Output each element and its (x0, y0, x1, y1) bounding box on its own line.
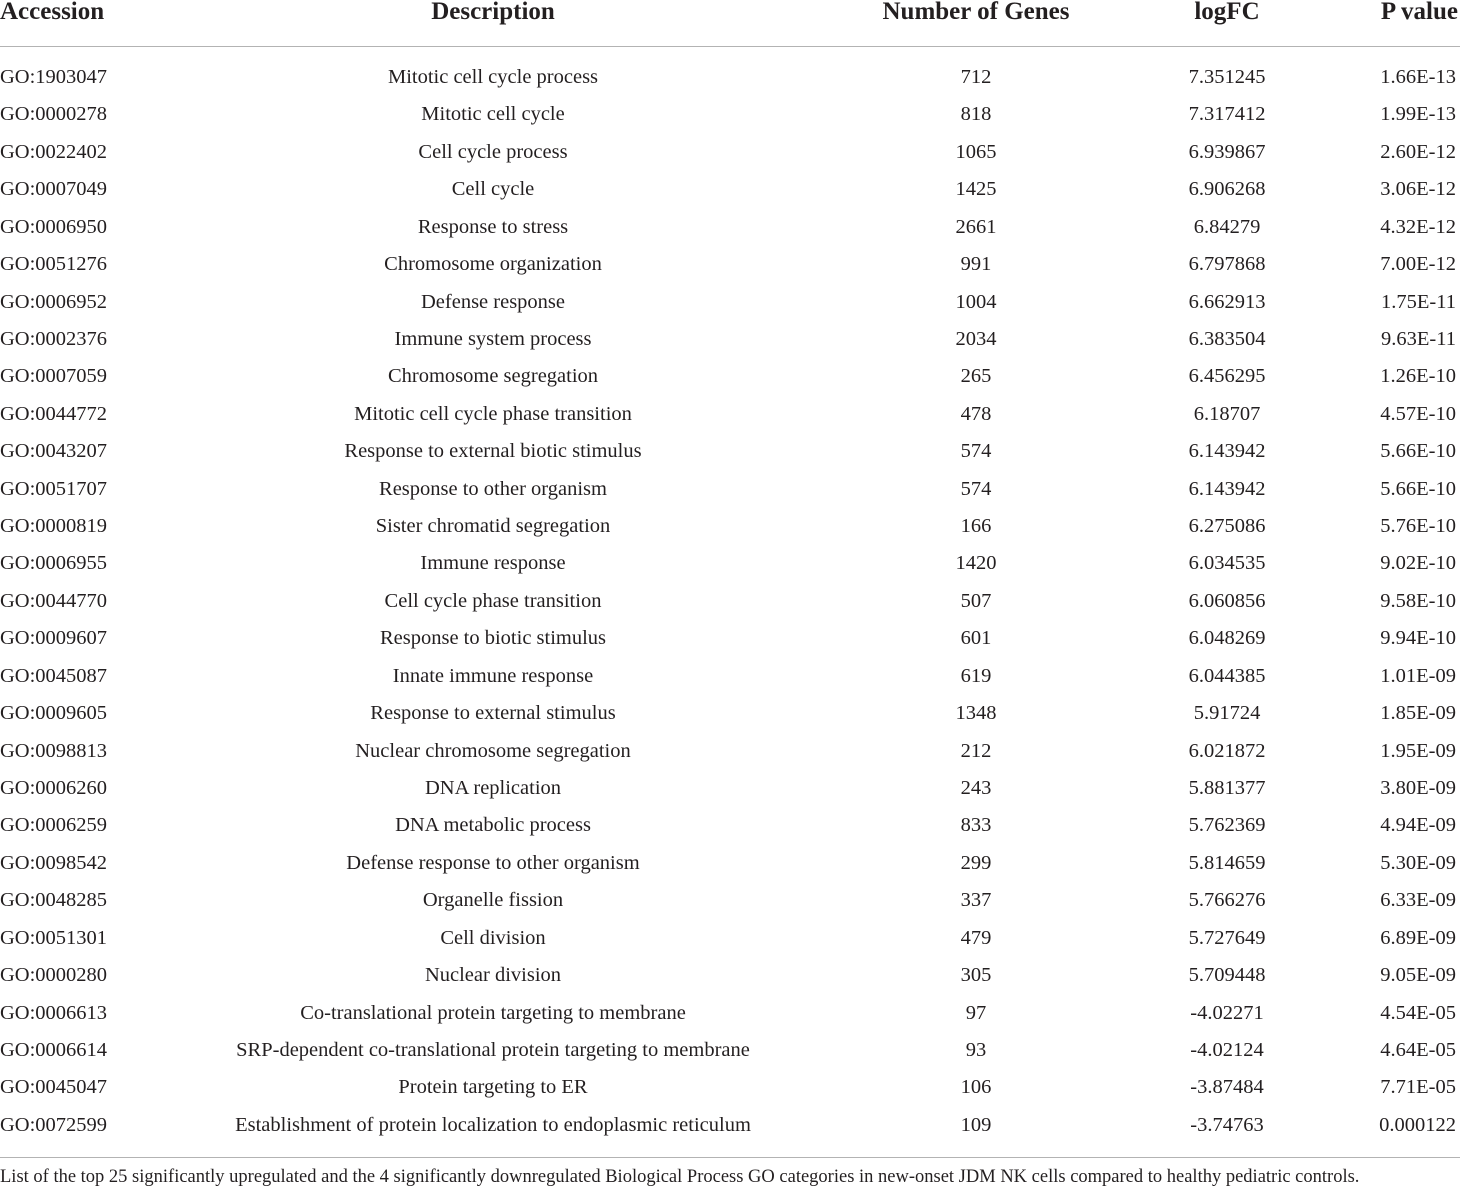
cell-number-of-genes: 93 (965, 1038, 987, 1061)
cell-accession: GO:0044770 (0, 589, 108, 612)
cell-number-of-genes: 619 (960, 664, 992, 687)
table-row (0, 957, 1460, 994)
cell-p-value: 5.30E-09 (1380, 851, 1456, 874)
cell-number-of-genes: 818 (960, 103, 992, 126)
cell-p-value: 5.76E-10 (1380, 515, 1456, 538)
cell-number-of-genes: 479 (960, 926, 992, 949)
cell-p-value: 6.33E-09 (1380, 889, 1456, 912)
table-row (0, 59, 1460, 96)
cell-description: Cell cycle process (418, 140, 568, 163)
cell-accession: GO:0006260 (0, 776, 108, 799)
header-p-value: P value (1380, 0, 1458, 25)
cell-p-value: 0.000122 (1379, 1113, 1456, 1136)
cell-p-value: 1.66E-13 (1380, 66, 1456, 88)
table-row (0, 96, 1460, 133)
cell-p-value: 1.26E-10 (1380, 365, 1456, 388)
cell-accession: GO:0006259 (0, 814, 108, 837)
cell-number-of-genes: 243 (960, 776, 992, 799)
cell-accession: GO:0044772 (0, 402, 108, 425)
cell-number-of-genes: 337 (960, 889, 992, 912)
cell-accession: GO:0051276 (0, 253, 108, 276)
cell-logfc: 6.048269 (1188, 627, 1266, 650)
cell-description: Immune response (420, 552, 566, 575)
cell-description: Sister chromatid segregation (375, 515, 611, 538)
cell-accession: GO:0006955 (0, 552, 108, 575)
header-logfc: logFC (1194, 0, 1260, 25)
cell-logfc: 5.766276 (1188, 889, 1266, 912)
cell-number-of-genes: 574 (960, 440, 992, 463)
table-row (0, 995, 1460, 1032)
cell-accession: GO:0000819 (0, 515, 108, 538)
header-description: Description (431, 0, 555, 25)
cell-accession: GO:0043207 (0, 440, 108, 463)
table-row (0, 545, 1460, 582)
table-row (0, 1069, 1460, 1106)
cell-number-of-genes: 1348 (955, 702, 997, 725)
table-row (0, 508, 1460, 545)
cell-accession: GO:0051707 (0, 477, 108, 500)
cell-logfc: -3.87484 (1190, 1076, 1264, 1099)
table-row (0, 695, 1460, 732)
cell-number-of-genes: 299 (960, 851, 992, 874)
cell-accession: GO:0098542 (0, 851, 108, 874)
cell-description: Establishment of protein localization to endoplasmic reticulum (235, 1113, 751, 1136)
cell-accession: GO:0006950 (0, 215, 108, 238)
cell-description: Mitotic cell cycle process (387, 66, 599, 88)
cell-accession: GO:0000280 (0, 964, 108, 987)
table-row (0, 583, 1460, 620)
cell-number-of-genes: 1420 (955, 552, 997, 575)
table-row (0, 396, 1460, 433)
cell-logfc: 6.84279 (1193, 215, 1261, 238)
cell-p-value: 1.01E-09 (1380, 664, 1456, 687)
table-row (0, 1107, 1460, 1144)
cell-description: Co-translational protein targeting to membrane (300, 1001, 686, 1024)
cell-accession: GO:0006613 (0, 1001, 108, 1024)
cell-p-value: 4.57E-10 (1380, 402, 1456, 425)
cell-accession: GO:0000278 (0, 103, 108, 126)
cell-logfc: 6.143942 (1188, 477, 1266, 500)
cell-p-value: 9.58E-10 (1380, 589, 1456, 612)
cell-number-of-genes: 991 (960, 253, 992, 276)
cell-p-value: 7.71E-05 (1380, 1076, 1456, 1099)
cell-number-of-genes: 265 (960, 365, 992, 388)
cell-p-value: 4.54E-05 (1380, 1001, 1456, 1024)
cell-accession: GO:0009607 (0, 627, 108, 650)
cell-logfc: -4.02124 (1190, 1038, 1264, 1061)
cell-p-value: 3.80E-09 (1380, 776, 1456, 799)
cell-p-value: 1.85E-09 (1380, 702, 1456, 725)
cell-p-value: 9.63E-11 (1381, 327, 1456, 350)
table-row (0, 1032, 1460, 1069)
cell-logfc: 6.060856 (1188, 589, 1266, 612)
cell-logfc: 6.797868 (1188, 253, 1266, 276)
cell-number-of-genes: 2661 (955, 215, 997, 238)
cell-accession: GO:0045087 (0, 664, 108, 687)
cell-accession: GO:0009605 (0, 702, 108, 725)
table-row (0, 845, 1460, 882)
cell-p-value: 9.02E-10 (1380, 552, 1456, 575)
cell-description: Mitotic cell cycle phase transition (354, 402, 632, 425)
table-row (0, 658, 1460, 695)
cell-number-of-genes: 574 (960, 477, 992, 500)
cell-number-of-genes: 305 (960, 964, 992, 987)
cell-number-of-genes: 507 (960, 589, 992, 612)
table-row (0, 134, 1460, 171)
cell-accession: GO:0007059 (0, 365, 108, 388)
cell-description: SRP-dependent co-translational protein targeting to membrane (236, 1038, 750, 1061)
cell-logfc: 6.383504 (1188, 327, 1266, 350)
cell-description: Cell cycle phase transition (384, 589, 602, 612)
cell-description: Innate immune response (392, 664, 594, 687)
table-row (0, 284, 1460, 321)
cell-description: Defense response (420, 290, 566, 313)
cell-description: Protein targeting to ER (398, 1076, 588, 1099)
cell-logfc: 6.939867 (1188, 140, 1266, 163)
cell-description: Cell cycle (451, 178, 535, 201)
header-number-of-genes: Number of Genes (882, 0, 1070, 25)
cell-description: Response to biotic stimulus (379, 627, 607, 650)
cell-number-of-genes: 106 (960, 1076, 992, 1099)
cell-description: Organelle fission (422, 889, 564, 912)
cell-p-value: 1.99E-13 (1380, 103, 1456, 126)
table-row (0, 433, 1460, 470)
cell-description: Chromosome organization (384, 253, 602, 276)
cell-description: Defense response to other organism (346, 851, 640, 874)
cell-logfc: -3.74763 (1190, 1113, 1264, 1136)
cell-p-value: 7.00E-12 (1380, 253, 1456, 276)
cell-logfc: 6.906268 (1188, 178, 1266, 201)
cell-number-of-genes: 712 (960, 66, 992, 88)
cell-number-of-genes: 478 (960, 402, 992, 425)
cell-number-of-genes: 1004 (955, 290, 997, 313)
cell-logfc: 5.881377 (1188, 776, 1266, 799)
cell-logfc: 5.727649 (1188, 926, 1266, 949)
cell-logfc: 6.18707 (1193, 402, 1261, 425)
table-row (0, 770, 1460, 807)
cell-p-value: 1.75E-11 (1381, 290, 1456, 313)
cell-number-of-genes: 601 (960, 627, 992, 650)
cell-description: Nuclear chromosome segregation (355, 739, 631, 762)
cell-accession: GO:0022402 (0, 140, 108, 163)
table-row (0, 321, 1460, 358)
cell-accession: GO:0006614 (0, 1038, 108, 1061)
table-row (0, 358, 1460, 395)
cell-number-of-genes: 1425 (955, 178, 997, 201)
cell-description: Cell division (440, 926, 546, 949)
cell-logfc: 6.021872 (1188, 739, 1266, 762)
cell-description: Response to external stimulus (370, 702, 616, 725)
cell-p-value: 4.94E-09 (1380, 814, 1456, 837)
cell-p-value: 9.94E-10 (1380, 627, 1456, 650)
cell-number-of-genes: 166 (960, 515, 992, 538)
cell-accession: GO:0002376 (0, 327, 108, 350)
header-accession: Accession (0, 0, 105, 25)
table-row (0, 733, 1460, 770)
cell-p-value: 4.32E-12 (1380, 215, 1456, 238)
cell-logfc: 5.762369 (1188, 814, 1266, 837)
cell-number-of-genes: 1065 (955, 140, 997, 163)
table-row (0, 920, 1460, 957)
cell-number-of-genes: 2034 (955, 327, 997, 350)
cell-p-value: 5.66E-10 (1380, 477, 1456, 500)
cell-logfc: 6.662913 (1188, 290, 1266, 313)
cell-description: Mitotic cell cycle (421, 103, 565, 126)
cell-accession: GO:0006952 (0, 290, 108, 313)
cell-p-value: 3.06E-12 (1380, 178, 1456, 201)
cell-number-of-genes: 833 (960, 814, 992, 837)
cell-description: Response to stress (417, 215, 569, 238)
table-row (0, 246, 1460, 283)
cell-accession: GO:0072599 (0, 1113, 108, 1136)
cell-description: Immune system process (394, 327, 592, 350)
table-caption: List of the top 25 significantly upregulated and the 4 significantly downregulated Biological Process GO categories in new-onset JDM NK cells compared to healthy pediatric controls. (0, 1167, 1360, 1187)
cell-logfc: 7.317412 (1188, 103, 1266, 126)
table-row (0, 882, 1460, 919)
table-row (0, 807, 1460, 844)
cell-p-value: 4.64E-05 (1380, 1038, 1456, 1061)
table-row (0, 471, 1460, 508)
cell-accession: GO:0098813 (0, 739, 108, 762)
table-row (0, 171, 1460, 208)
cell-logfc: 5.91724 (1193, 702, 1261, 725)
table-bottom-rule (0, 1157, 1460, 1158)
cell-description: Response to other organism (379, 477, 607, 500)
cell-number-of-genes: 212 (960, 739, 992, 762)
cell-number-of-genes: 109 (960, 1113, 992, 1136)
cell-accession: GO:0051301 (0, 926, 108, 949)
cell-p-value: 5.66E-10 (1380, 440, 1456, 463)
cell-accession: GO:0045047 (0, 1076, 108, 1099)
cell-description: DNA replication (424, 776, 562, 799)
cell-logfc: -4.02271 (1190, 1001, 1264, 1024)
cell-p-value: 9.05E-09 (1380, 964, 1456, 987)
cell-logfc: 5.709448 (1188, 964, 1266, 987)
table-row (0, 620, 1460, 657)
cell-logfc: 6.456295 (1188, 365, 1266, 388)
cell-number-of-genes: 97 (965, 1001, 987, 1024)
cell-logfc: 6.044385 (1188, 664, 1266, 687)
cell-accession: GO:0007049 (0, 178, 108, 201)
table-row (0, 209, 1460, 246)
cell-logfc: 6.275086 (1188, 515, 1266, 538)
cell-description: Chromosome segregation (387, 365, 599, 388)
cell-p-value: 2.60E-12 (1380, 140, 1456, 163)
cell-p-value: 6.89E-09 (1380, 926, 1456, 949)
cell-p-value: 1.95E-09 (1380, 739, 1456, 762)
table-header (0, 0, 1460, 47)
cell-accession: GO:0048285 (0, 889, 108, 912)
cell-description: Nuclear division (424, 964, 562, 987)
cell-logfc: 6.143942 (1188, 440, 1266, 463)
cell-description: Response to external biotic stimulus (344, 440, 642, 463)
cell-logfc: 6.034535 (1188, 552, 1266, 575)
cell-accession: GO:1903047 (0, 66, 108, 88)
cell-logfc: 7.351245 (1188, 66, 1266, 88)
cell-description: DNA metabolic process (395, 814, 591, 837)
cell-logfc: 5.814659 (1188, 851, 1266, 874)
